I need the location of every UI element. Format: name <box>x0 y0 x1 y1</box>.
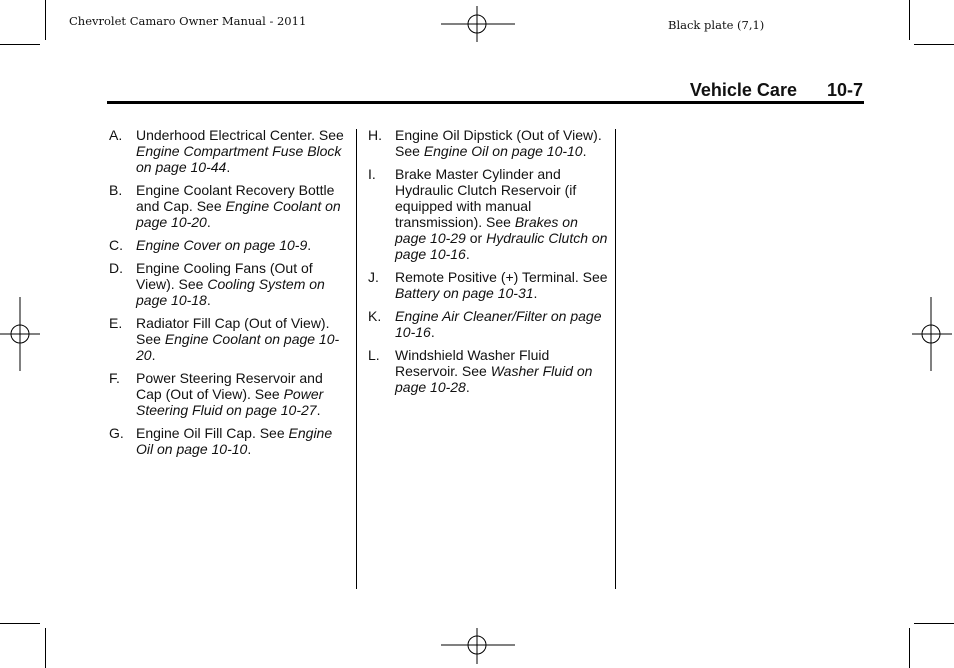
item-text: Engine Oil Fill Cap. See <box>136 425 289 441</box>
item-reference: Washer Fluid on page 10-28 <box>395 363 593 395</box>
item-punct: . <box>430 324 435 340</box>
plate-label: Black plate (7,1) <box>668 18 765 32</box>
item-reference-2: Hydraulic Clutch on page 10-16 <box>395 230 608 262</box>
item-reference: Engine Cover on page 10-9 <box>136 237 308 253</box>
item-punct: . <box>151 347 156 363</box>
crop-mark-top-right-v <box>909 0 910 40</box>
item-punct: . <box>206 214 211 230</box>
crop-mark-top-left-h <box>0 44 40 45</box>
callout-letter: F. <box>109 370 120 386</box>
item-reference: Engine Oil on page 10-10 <box>423 143 583 159</box>
section-heading <box>690 80 863 101</box>
item-text-connector: or <box>465 230 487 246</box>
callout-letter: J. <box>368 269 379 285</box>
callout-item <box>368 127 608 159</box>
item-text: Remote Positive (+) Terminal. See <box>395 269 608 285</box>
item-text: Engine Coolant Recovery Bottle and Cap. See <box>136 182 335 214</box>
item-reference: Cooling System on page 10-18 <box>136 276 325 308</box>
item-text: Engine Cooling Fans (Out of View). See <box>136 260 313 292</box>
callout-letter: D. <box>109 260 123 276</box>
callout-item <box>368 347 608 395</box>
callout-item <box>109 182 349 230</box>
item-punct: . <box>316 402 321 418</box>
callout-letter: B. <box>109 182 123 198</box>
item-reference: Engine Compartment Fuse Block on page 10-44 <box>136 143 342 175</box>
callout-letter: G. <box>109 425 124 441</box>
item-punct: . <box>533 285 538 301</box>
callout-item <box>109 127 349 175</box>
item-reference: Power Steering Fluid on page 10-27 <box>136 386 324 418</box>
item-punct: . <box>582 143 587 159</box>
item-reference: Battery on page 10-31 <box>395 285 534 301</box>
callout-item <box>109 315 349 363</box>
crop-mark-bottom-right-h <box>914 623 954 624</box>
item-text: Power Steering Reservoir and Cap (Out of View). See <box>136 370 323 402</box>
page-number: 10-7 <box>826 80 863 100</box>
item-text: Underhood Electrical Center. See <box>136 127 344 143</box>
item-punct: . <box>206 292 211 308</box>
callout-column-left <box>109 127 349 464</box>
registration-mark-right-icon <box>912 297 952 371</box>
item-punct: . <box>307 237 312 253</box>
item-reference: Brakes on page 10-29 <box>395 214 578 246</box>
callout-item <box>109 237 349 253</box>
item-text: Brake Master Cylinder and Hydraulic Clutch Reservoir (if equipped with manual transmission). See <box>395 166 577 230</box>
callout-item <box>368 269 608 301</box>
registration-mark-top-icon <box>441 6 515 42</box>
callout-letter: C. <box>109 237 123 253</box>
item-text: Windshield Washer Fluid Reservoir. See <box>395 347 550 379</box>
registration-mark-bottom-icon <box>441 628 515 664</box>
item-punct: . <box>465 379 470 395</box>
callout-item <box>109 260 349 308</box>
column-divider-1 <box>356 129 357 589</box>
crop-mark-top-left-v <box>45 0 46 40</box>
item-punct: . <box>465 246 470 262</box>
callout-letter: L. <box>368 347 380 363</box>
item-reference: Engine Air Cleaner/Filter on page 10-16 <box>395 308 602 340</box>
item-punct: . <box>247 441 252 457</box>
item-text: Radiator Fill Cap (Out of View). See <box>136 315 330 347</box>
callout-letter: K. <box>368 308 382 324</box>
crop-mark-bottom-left-v <box>45 628 46 668</box>
document-title: Chevrolet Camaro Owner Manual - 2011 <box>69 14 307 28</box>
callout-item <box>368 166 608 262</box>
callout-letter: I. <box>368 166 376 182</box>
item-reference: Engine Oil on page 10-10 <box>136 425 333 457</box>
callout-item <box>109 425 349 457</box>
callout-item <box>368 308 608 340</box>
callout-letter: E. <box>109 315 123 331</box>
callout-column-right <box>368 127 608 402</box>
crop-mark-bottom-left-h <box>0 623 40 624</box>
section-title: Vehicle Care <box>689 80 797 100</box>
item-reference: Engine Coolant on page 10-20 <box>136 198 341 230</box>
callout-item <box>109 370 349 418</box>
callout-letter: H. <box>368 127 382 143</box>
header-rule <box>107 101 864 104</box>
crop-mark-top-right-h <box>914 44 954 45</box>
column-divider-2 <box>615 129 616 589</box>
callout-letter: A. <box>109 127 123 143</box>
item-reference: Engine Coolant on page 10-20 <box>136 331 340 363</box>
crop-mark-bottom-right-v <box>909 628 910 668</box>
item-punct: . <box>226 159 231 175</box>
registration-mark-left-icon <box>0 297 40 371</box>
item-text: Engine Oil Dipstick (Out of View). See <box>395 127 602 159</box>
